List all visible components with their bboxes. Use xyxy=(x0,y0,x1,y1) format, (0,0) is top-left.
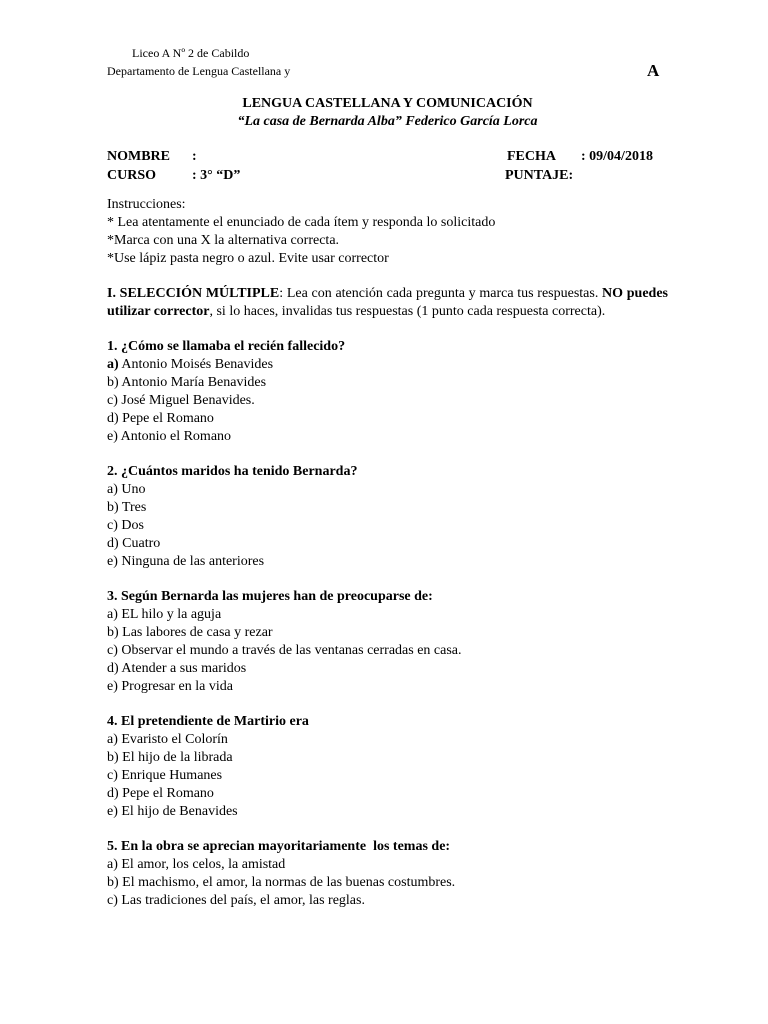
question-1 xyxy=(107,338,668,446)
question-4 xyxy=(107,713,668,821)
question-2 xyxy=(107,463,668,571)
question-option: e) Ninguna de las anteriores xyxy=(107,554,265,569)
form-letter: A xyxy=(647,61,660,80)
question-option: e) Antonio el Romano xyxy=(107,429,232,444)
question-option: e) Progresar en la vida xyxy=(107,679,233,694)
option-letter: a) xyxy=(107,357,119,372)
question-option: d) Pepe el Romano xyxy=(107,786,214,801)
question-title: 1. ¿Cómo se llamaba el recién fallecido? xyxy=(107,339,346,354)
section-text: : Lea con atención cada pregunta y marca tus respuestas. xyxy=(279,286,603,301)
question-3 xyxy=(107,588,668,696)
question-title: 3. Según Bernarda las mujeres han de preocuparse de: xyxy=(107,589,433,604)
question-option: a) EL hilo y la aguja xyxy=(107,607,222,622)
curso-value: : 3° “D” xyxy=(192,168,241,183)
question-option: b) Antonio María Benavides xyxy=(107,375,267,390)
instructions xyxy=(107,196,668,268)
option-text: Antonio Moisés Benavides xyxy=(121,357,274,372)
question-option: b) El hijo de la librada xyxy=(107,750,233,765)
question-option: a) Evaristo el Colorín xyxy=(107,732,228,747)
question-option: a) Uno xyxy=(107,482,146,497)
instruction-line: *Use lápiz pasta negro o azul. Evite usar corrector xyxy=(107,251,389,266)
document-page xyxy=(107,44,668,910)
question-option: a) El amor, los celos, la amistad xyxy=(107,857,286,872)
page-subtitle: “La casa de Bernarda Alba” Federico García Lorca xyxy=(237,114,538,129)
section-multiple-choice xyxy=(107,285,668,321)
fecha-value: : 09/04/2018 xyxy=(581,149,653,164)
nombre-separator: : xyxy=(192,149,197,164)
instruction-line: *Marca con una X la alternativa correcta. xyxy=(107,233,340,248)
puntaje-label: PUNTAJE: xyxy=(505,168,574,183)
curso-label: CURSO xyxy=(107,168,157,183)
title-block xyxy=(107,95,668,131)
question-option: c) Las tradiciones del país, el amor, las reglas. xyxy=(107,893,365,908)
question-option: c) José Miguel Benavides. xyxy=(107,393,255,408)
instruction-line: * Lea atentamente el enunciado de cada ítem y responda lo solicitado xyxy=(107,215,496,230)
fecha-label: FECHA xyxy=(507,149,556,164)
question-option: d) Atender a sus maridos xyxy=(107,661,247,676)
question-option xyxy=(107,356,668,374)
school-name: Liceo A Nº 2 de Cabildo xyxy=(132,46,250,60)
question-option: c) Observar el mundo a través de las ventanas cerradas en casa. xyxy=(107,643,462,658)
section-warning: NO puedes utilizar corrector xyxy=(107,286,668,319)
student-info xyxy=(107,147,668,185)
question-option: b) Tres xyxy=(107,500,147,515)
question-title: 4. El pretendiente de Martirio era xyxy=(107,714,309,729)
question-5 xyxy=(107,838,668,910)
question-option: d) Pepe el Romano xyxy=(107,411,214,426)
section-text: , si lo haces, invalidas tus respuestas (1 punto cada respuesta correcta). xyxy=(209,304,606,319)
question-option: d) Cuatro xyxy=(107,536,161,551)
nombre-label: NOMBRE xyxy=(107,149,170,164)
question-option: b) El machismo, el amor, la normas de las buenas costumbres. xyxy=(107,875,456,890)
question-title: 2. ¿Cuántos maridos ha tenido Bernarda? xyxy=(107,464,358,479)
page-title: LENGUA CASTELLANA Y COMUNICACIÓN xyxy=(242,96,533,111)
question-title: 5. En la obra se aprecian mayoritariamente los temas de: xyxy=(107,839,451,854)
department-name: Departamento de Lengua Castellana y xyxy=(107,64,291,78)
question-option: c) Dos xyxy=(107,518,144,533)
question-option: e) El hijo de Benavides xyxy=(107,804,238,819)
question-option: c) Enrique Humanes xyxy=(107,768,223,783)
question-option: b) Las labores de casa y rezar xyxy=(107,625,273,640)
section-heading: I. SELECCIÓN MÚLTIPLE xyxy=(107,286,280,301)
instructions-heading: Instrucciones: xyxy=(107,197,186,212)
